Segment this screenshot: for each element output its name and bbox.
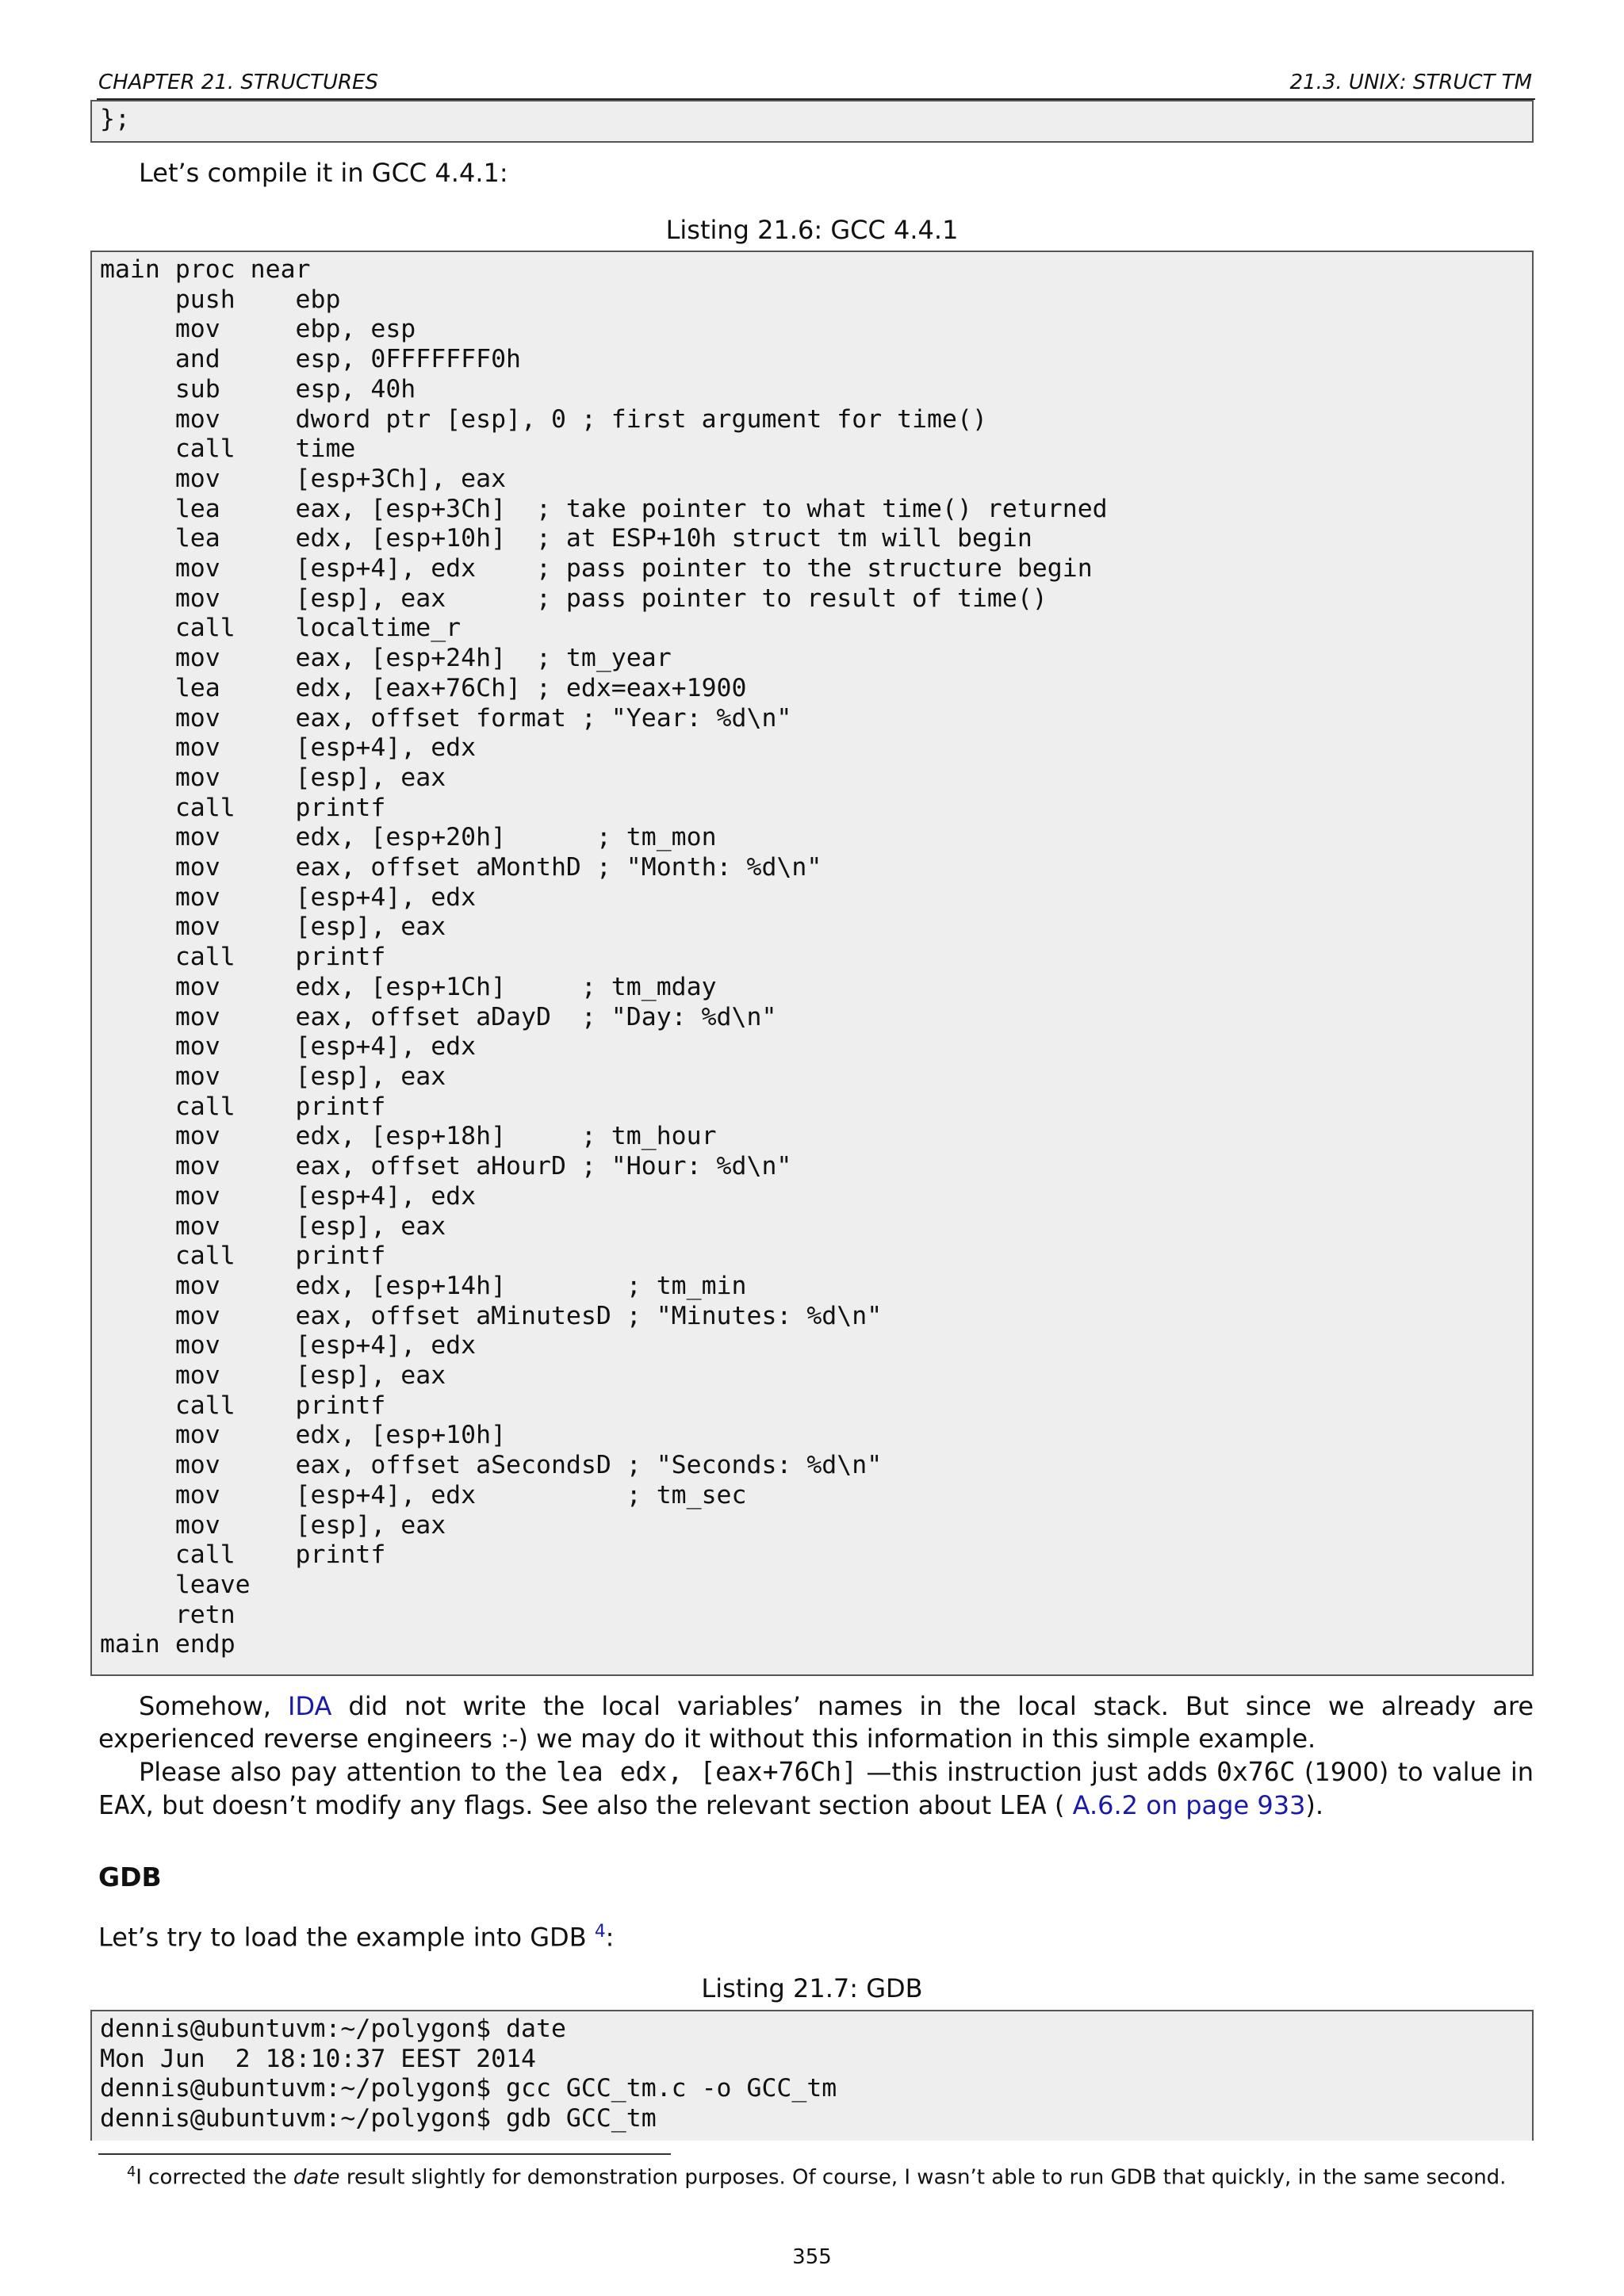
paragraph-lea-text-2: —this instruction just adds — [857, 1757, 1217, 1787]
listing-caption-gdb: Listing 21.7: GDB — [701, 1973, 923, 2003]
paragraph-lea-text-4: , but doesn’t modify any flags. See also the relevant section about — [145, 1790, 1000, 1820]
paragraph-lea-text-3: (1900) to value in — [1295, 1757, 1534, 1787]
footnote-ref-link[interactable]: 4 — [594, 1922, 606, 1942]
footnote-text-1: I corrected the — [136, 2165, 293, 2190]
code-listing-gcc — [90, 251, 1534, 1676]
footnote-emphasis: date — [293, 2165, 340, 2190]
paragraph-ida-text-start: Somehow, — [139, 1691, 288, 1721]
footnote — [127, 2158, 1538, 2192]
running-header — [97, 67, 1535, 100]
code-listing-gdb-text: dennis@ubuntuvm:~/polygon$ date Mon Jun 2 18:10:37 EEST 2014 dennis@ubuntuvm:~/polygon$ gcc GCC_tm.c -o GCC_tm dennis@ubuntuvm:~/polygon$ gdb GCC_tm — [100, 2015, 837, 2133]
gdb-intro-colon: : — [605, 1922, 615, 1953]
code-listing-gdb — [90, 2010, 1534, 2141]
gdb-intro-text: Let’s try to load the example into GDB — [98, 1922, 595, 1953]
paragraph-lea — [98, 1755, 1534, 1822]
intro-paragraph: Let’s compile it in GCC 4.4.1: — [139, 158, 508, 188]
ida-link[interactable]: IDA — [287, 1691, 332, 1721]
page-number: 355 — [792, 2245, 832, 2269]
previous-listing-code: }; — [100, 105, 130, 133]
gdb-intro-paragraph — [98, 1915, 1534, 1954]
listing-caption-gcc: Listing 21.6: GCC 4.4.1 — [665, 215, 959, 245]
section-title-gdb: GDB — [98, 1862, 162, 1892]
footnote-rule — [98, 2153, 671, 2155]
inline-code-hex: 0x76C — [1216, 1756, 1296, 1787]
previous-listing-tail — [90, 100, 1534, 143]
header-section: 21.3. UNIX: STRUCT TM — [1289, 71, 1532, 94]
header-chapter: CHAPTER 21. STRUCTURES — [98, 71, 378, 94]
inline-register-eax: EAX — [98, 1789, 146, 1820]
paragraph-ida — [98, 1690, 1534, 1755]
footnote-mark: 4 — [127, 2164, 136, 2180]
paragraph-lea-text-1: Please also pay attention to the — [139, 1757, 557, 1787]
code-listing-gcc-text: main proc near push ebp mov ebp, esp and esp, 0FFFFFFF0h sub esp, 40h mov dword ptr [esp], 0 ; first argument for time() call time mov [esp+3Ch], eax lea eax, [esp+3Ch] ; take pointer to what time() returned lea edx, [esp+10h] ; at ESP+10h struct tm will begin mov [esp+4], edx ; pass pointer to the structure begin mov [esp], eax ; pass pointer to result of time() call localtime_r mov eax, [esp+24h] ; tm_year lea edx, [eax+76Ch] ; edx=eax+1900 mov eax, offset format ; "Year: %d\n" mov [esp+4], edx mov [esp], eax call printf mov edx, [esp+20h] ; tm_mon mov eax, offset aMonthD ; "Month: %d\n" mov [esp+4], edx mov [esp], eax call printf mov edx, [esp+1Ch] ; tm_mday mov eax, offset aDayD ; "Day: %d\n" mov [esp+4], edx mov [esp], eax call printf mov edx, [esp+18h] ; tm_hour mov eax, offset aHourD ; "Hour: %d\n" mov [esp+4], edx mov [esp], eax call printf mov edx, [esp+14h] ; tm_min mov eax, offset aMinutesD ; "Minutes: %d\n" mov [esp+4], edx mov [esp], eax call printf mov edx, [esp+10h] mov eax, offset aSecondsD ; "Seconds: %d\n" mov [esp+4], edx ; tm_sec mov [esp], eax call printf leave retn main endp — [100, 255, 1108, 1659]
footnote-text-2: result slightly for demonstration purposes. Of course, I wasn’t able to run GDB that quickly, in the same second. — [339, 2165, 1507, 2190]
section-ref-link[interactable]: A.6.2 on page 933 — [1072, 1790, 1306, 1820]
inline-code-lea: lea edx, [eax+76Ch] — [556, 1756, 857, 1787]
paragraph-lea-text-5: ( — [1046, 1790, 1073, 1820]
paragraph-ida-text-end: did not write the local variables’ names in the local stack. But since we already are experienced reverse engineers :-) we may do it without this information in this simple example. — [98, 1691, 1534, 1754]
paragraph-lea-text-6: ). — [1305, 1790, 1324, 1820]
inline-code-lea-mnemonic: LEA — [999, 1789, 1047, 1820]
